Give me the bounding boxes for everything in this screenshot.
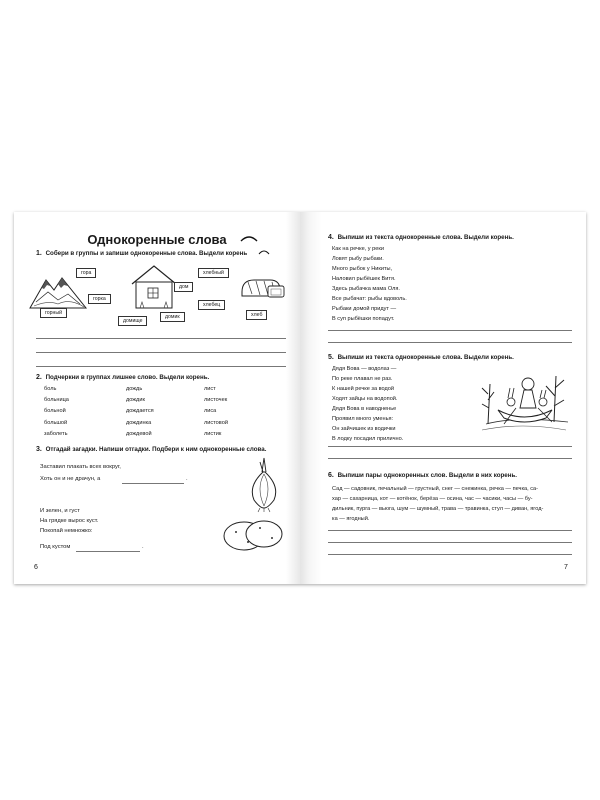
task6-heading: 6. Выпиши пары однокоренных слов. Выдели в них корень. — [328, 472, 517, 479]
root-arc-icon — [240, 234, 258, 242]
writing-line — [36, 338, 286, 339]
comma-mark: . — [186, 476, 188, 482]
riddle-line: На грядке вырос куст. — [40, 518, 99, 524]
riddle-line: Хоть он и не драчун, а — [40, 476, 101, 482]
workbook-spread — [14, 212, 586, 584]
word-card: гора — [76, 268, 96, 278]
word-card: хлебец — [198, 300, 225, 310]
writing-line — [328, 330, 572, 331]
writing-line — [328, 446, 572, 447]
task2-heading: 2. Подчеркни в группах лишнее слово. Выдели корень. — [36, 374, 210, 381]
word-card: домище — [118, 316, 147, 326]
answer-line — [122, 483, 184, 484]
task1-heading: 1. Собери в группы и запиши однокоренные слова. Выдели корень — [36, 250, 248, 257]
task3-heading: 3. Отгадай загадки. Напиши отгадки. Подбери к ним однокоренные слова. — [36, 446, 267, 453]
bread-illustration — [240, 276, 286, 300]
answer-line — [76, 551, 140, 552]
riddle-line: И зелен, и густ — [40, 508, 80, 514]
word-card: хлеб — [246, 310, 267, 320]
word-group-3: лист листочек лиса листовой листик — [204, 386, 228, 437]
page-number: 7 — [564, 564, 568, 571]
onion-illustration — [244, 456, 284, 512]
page-title: Однокоренные слова — [87, 232, 227, 247]
left-page — [14, 212, 300, 584]
root-arc-icon — [258, 249, 270, 255]
writing-line — [328, 342, 572, 343]
poem-block: Как на речке, у реки Ловят рыбу рыбаки. Много рыбок у Никиты, Наловил рыбёшек Витя. Здесь рыбачка мама Оля. Все рыбачат: рыбы вдоволь. Рыбаки домой придут — В суп рыбёшки попадут. — [332, 246, 407, 322]
writing-line — [36, 366, 286, 367]
poem-block: Дядя Вова — водолаз — По реке плавал не раз. К нашей речке за водой Ходят зайцы на водопой. Дядя Вова в наводненье Проявил много уменья: Он зайчишек из водички В лодку посадил прилично. — [332, 366, 404, 442]
boat-rescue-illustration — [476, 364, 570, 440]
right-page — [300, 212, 586, 584]
writing-line — [328, 530, 572, 531]
word-card: домик — [160, 312, 185, 322]
riddle-line: Заставил плакать всех вокруг, — [40, 464, 121, 470]
page-number: 6 — [34, 564, 38, 571]
period-mark: . — [142, 544, 144, 550]
word-group-2: дождь дождик дождается дождинка дождевой — [126, 386, 154, 437]
riddle-line: Покопай немножко: — [40, 528, 93, 534]
mountain-illustration — [28, 274, 88, 310]
task6-word-list: Сад — садовник, печальный — грустный, снег — снежинка, речка — печка, са- хар — сахарница, кот — котёнок, берёза — осина, час — часики, часы — бу- дильник, пурга — вьюга, шум — шумный, трава — травинка, стул — диван, ягод- ка — ягодный. — [332, 486, 544, 522]
writing-line — [36, 352, 286, 353]
writing-line — [328, 458, 572, 459]
house-illustration — [130, 264, 178, 310]
word-card: горный — [40, 308, 67, 318]
task4-heading: 4. Выпиши из текста однокоренные слова. Выдели корень. — [328, 234, 514, 241]
word-card: горка — [88, 294, 111, 304]
writing-line — [328, 542, 572, 543]
word-card: дом — [174, 282, 193, 292]
word-group-1: боль больница больной большой заболеть — [44, 386, 69, 437]
task5-heading: 5. Выпиши из текста однокоренные слова. Выдели корень. — [328, 354, 514, 361]
potato-illustration — [220, 514, 286, 554]
word-card: хлебный — [198, 268, 229, 278]
riddle-line: Под кустом — [40, 544, 71, 550]
writing-line — [328, 554, 572, 555]
